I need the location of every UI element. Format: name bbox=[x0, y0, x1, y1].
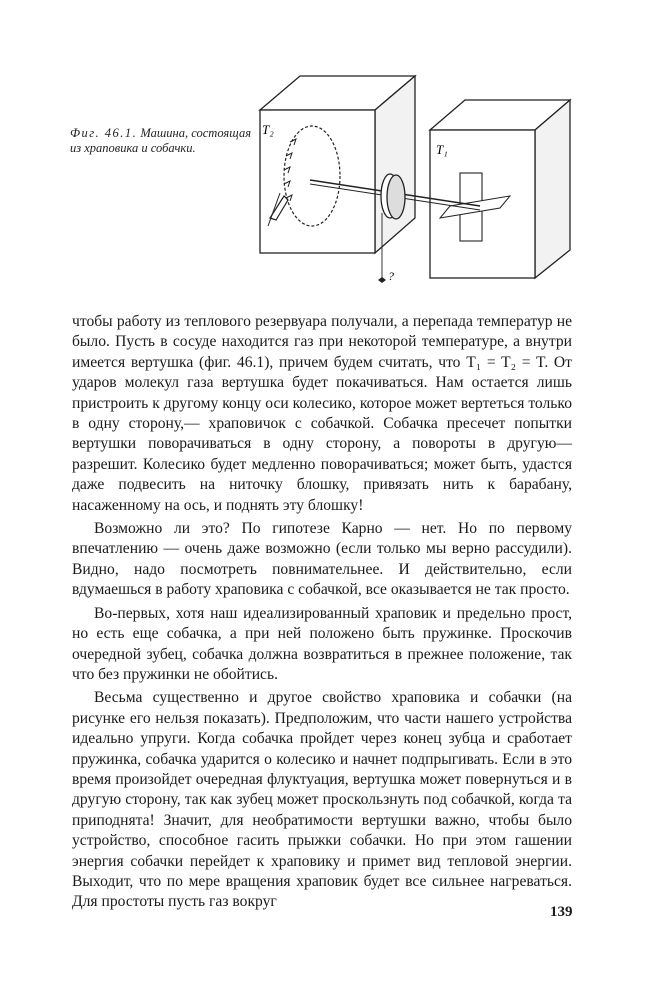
label-t1: T₁ bbox=[436, 142, 448, 157]
page-number: 139 bbox=[550, 904, 573, 920]
paragraph-4: Весьма существенно и другое свойство храповика и собачки (на рисунке его нельзя показать). Предположим, что части нашего устройства идеально упруги. Когда собачка пройдет через конец зубца и сработает пружинка, собачка ударится о колесико и начнет подпрыгивать. Если в это время произойдет очередная флуктуация, вертушка может повернуться и в другую сторону, так как зубец может проскользнуть под собачкой, когда та приподнята! Значит, для необратимости вертушки важно, чтобы было устройство, способное гасить прыжки собачки. Но при этом гашении энергия собачки перейдет к храповику и примет вид тепловой энергии. Выходит, что по мере вращения храповик будет все сильнее нагреваться. Для простоты пусть газ вокруг bbox=[72, 689, 572, 911]
caption-text: Машина, состоящая из храповика и собачки. bbox=[70, 126, 252, 155]
figure-46-1 bbox=[240, 68, 590, 298]
ratchet-machine-illustration bbox=[240, 68, 590, 298]
label-t2: T₂ bbox=[262, 122, 274, 137]
paragraph-1: чтобы работу из теплового резервуара получали, а перепада температур не было. Пусть в сосуде находится газ при некоторой температуре, а внутри имеется вертушка (фиг. 46.1), причем будем считать, что T₁ = T₂ = T. От ударов молекул газа вертушка будет покачиваться. Нам остается лишь пристроить к другому концу оси колесико, которое может вертеться только в одну сторону,— храповичок с собачкой. Собачка пресечет попытки вертушки поворачиваться в одну сторону, а повороты в другую—разрешит. Колесико будет медленно поворачиваться; может быть, удастся даже подвесить на ниточку блошку, привязать нить к барабану, насаженному на ось, и поднять эту блошку! bbox=[72, 313, 572, 514]
figure-caption bbox=[70, 126, 255, 156]
paragraph-3: Во-первых, хотя наш идеализированный храповик и предельно прост, но есть еще собачка, а при ней положено быть пружинке. Проскочив очередной зубец, собачка должна возвратиться в прежнее положение, так что без пружинки не обойтись. bbox=[72, 604, 572, 683]
caption-label: Фиг. 46.1. bbox=[70, 126, 138, 140]
label-question: ? bbox=[388, 269, 394, 283]
paragraph-2: Возможно ли это? По гипотезе Карно — нет. Но по первому впечатлению — очень даже возможно (если только мы верно рассудили). Видно, надо посмотреть повнимательнее. И действительно, если вдумаешься в работу храповика с собачкой, все оказывается не так просто. bbox=[72, 520, 572, 599]
body-text bbox=[72, 312, 572, 916]
